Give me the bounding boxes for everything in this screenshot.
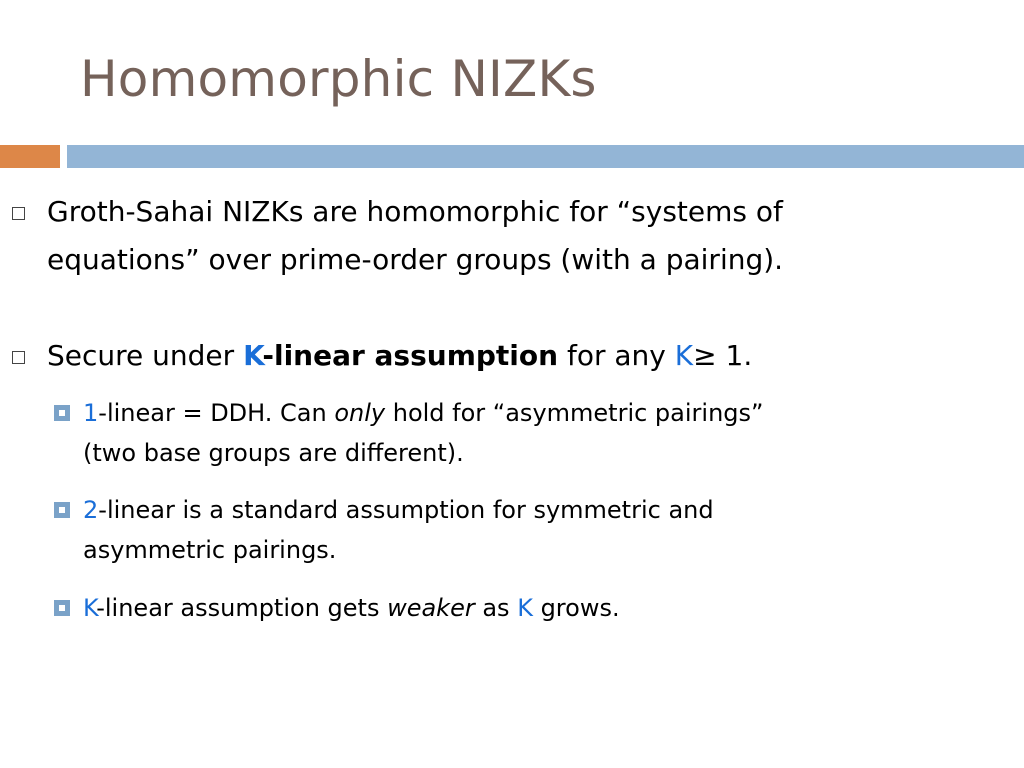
- bullet-line: [83, 490, 963, 530]
- number-2: 2: [83, 496, 99, 524]
- text: Secure under: [47, 339, 244, 372]
- bullet-square-icon: [12, 207, 25, 220]
- bullet-groth-sahai: [47, 188, 947, 284]
- sub-bullet-icon: [54, 502, 70, 518]
- emphasis-weaker: weaker: [387, 594, 475, 622]
- text: hold for “asymmetric pairings”: [385, 399, 764, 427]
- number-1: 1: [83, 399, 99, 427]
- bullet-k-linear: [47, 332, 947, 380]
- sub-bullet-icon: [54, 405, 70, 421]
- accent-bar-blue: [67, 145, 1024, 168]
- k-variable: K: [243, 339, 263, 372]
- text: for any: [558, 339, 675, 372]
- bullet-line: Groth-Sahai NIZKs are homomorphic for “systems of: [47, 195, 783, 228]
- text: -linear is a standard assumption for symmetric and: [98, 496, 714, 524]
- sub-bullet-k-linear: [83, 588, 963, 628]
- bullet-line: (two base groups are different).: [83, 439, 464, 467]
- k-variable: K: [674, 339, 694, 372]
- slide-title: Homomorphic NIZKs: [80, 50, 597, 108]
- k-variable: K: [517, 594, 533, 622]
- geq-symbol: ≥: [693, 339, 717, 372]
- bullet-line: asymmetric pairings.: [83, 536, 337, 564]
- assumption-name: -linear assumption: [262, 339, 559, 372]
- text: as: [474, 594, 518, 622]
- accent-bar-orange: [0, 145, 60, 168]
- bullet-line: [83, 393, 963, 433]
- text: 1.: [716, 339, 753, 372]
- text: grows.: [532, 594, 620, 622]
- text: -linear assumption gets: [96, 594, 388, 622]
- sub-bullet-icon: [54, 600, 70, 616]
- k-variable: K: [83, 594, 97, 622]
- sub-bullet-2-linear: [83, 490, 963, 570]
- text: -linear = DDH. Can: [98, 399, 335, 427]
- sub-bullet-1-linear: [83, 393, 963, 473]
- bullet-square-icon: [12, 351, 25, 364]
- bullet-line: equations” over prime-order groups (with a pairing).: [47, 243, 784, 276]
- emphasis-only: only: [334, 399, 386, 427]
